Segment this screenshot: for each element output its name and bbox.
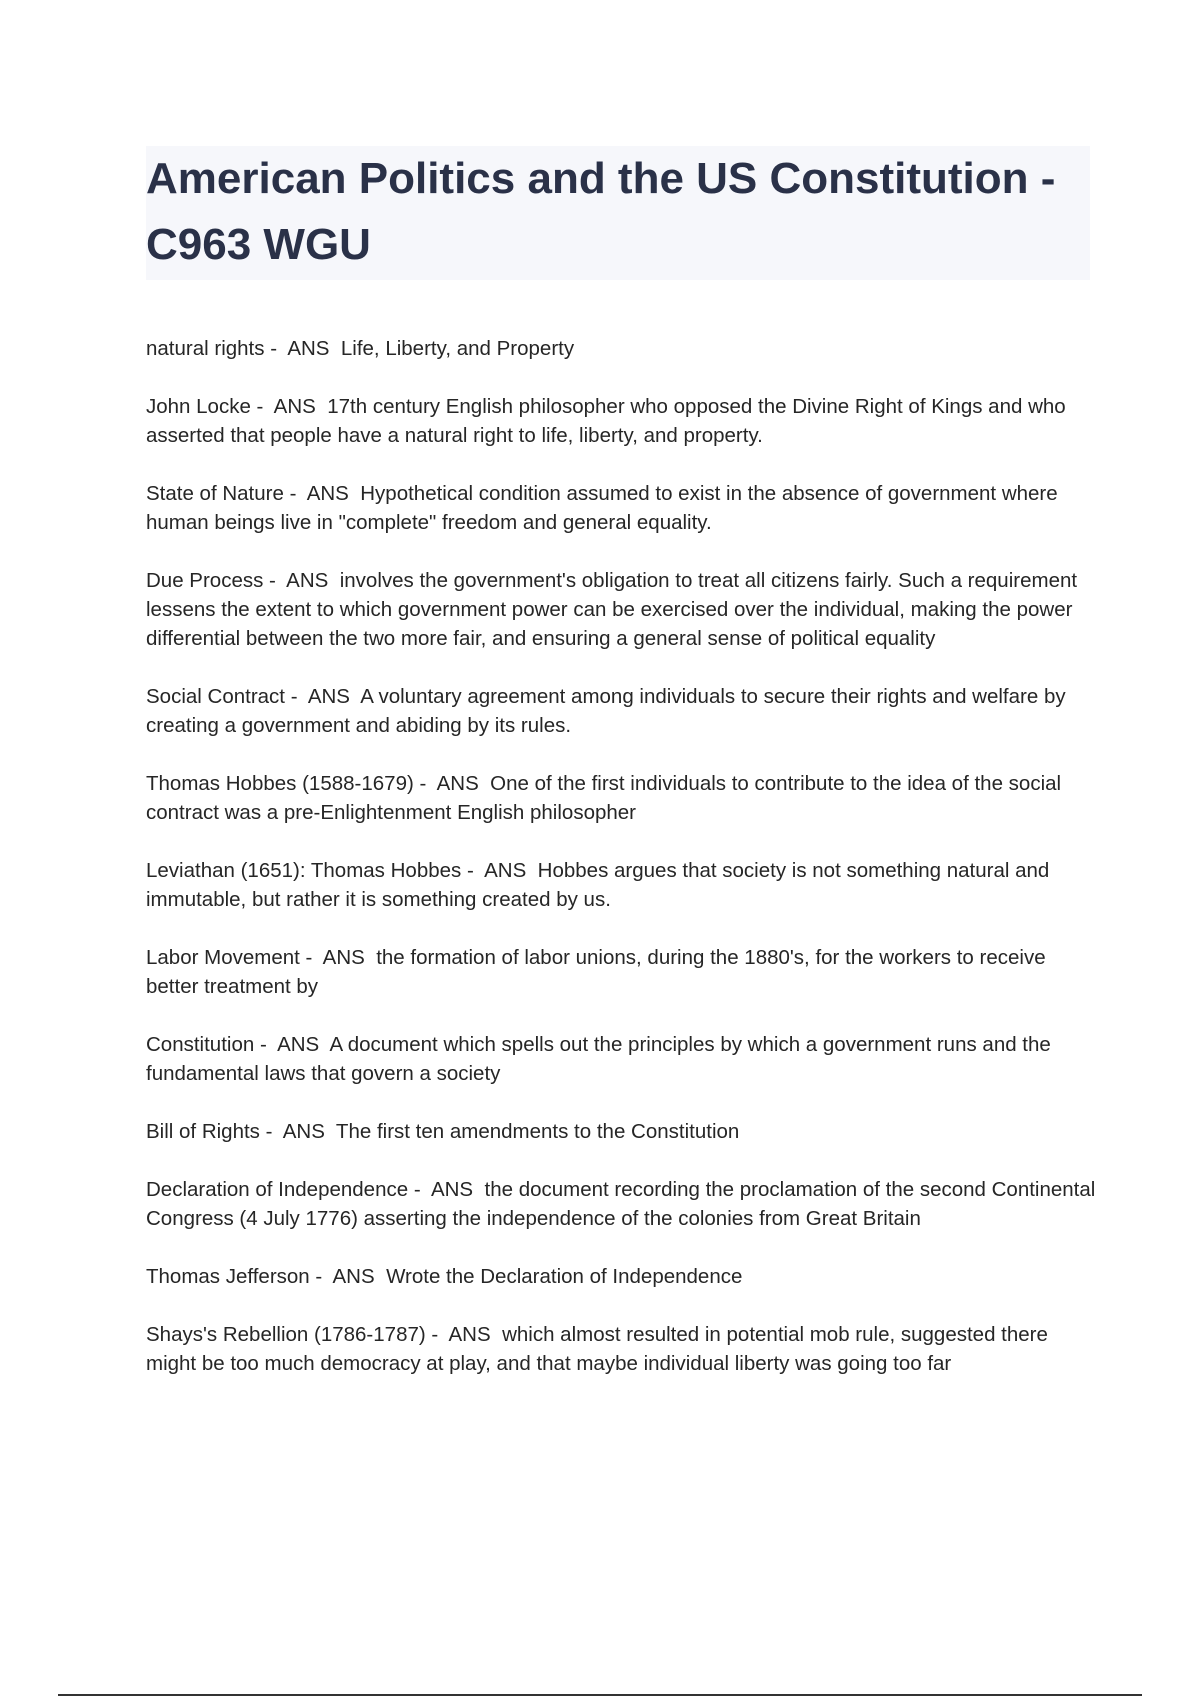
answer-spacer: [479, 772, 490, 795]
entry-separator: -: [250, 395, 274, 418]
entry-definition: Wrote the Declaration of Independence: [386, 1265, 743, 1288]
flashcard-entry: [146, 1262, 1096, 1291]
entry-definition: which almost resulted in potential mob rule, suggested there might be too much democracy at play, and that maybe individual liberty was going too far: [146, 1323, 1048, 1375]
answer-spacer: [328, 569, 339, 592]
entry-separator: -: [264, 337, 288, 360]
answer-marker: ANS: [277, 1033, 320, 1056]
entry-definition: Life, Liberty, and Property: [340, 337, 575, 360]
answer-marker: ANS: [436, 772, 479, 795]
answer-marker: ANS: [282, 1120, 325, 1143]
footer-divider: [58, 1694, 1142, 1696]
answer-marker: ANS: [287, 337, 330, 360]
entry-separator: -: [263, 569, 287, 592]
entry-term: John Locke: [146, 395, 251, 418]
flashcard-entry: [146, 392, 1096, 450]
answer-marker: ANS: [484, 859, 527, 882]
flashcard-entry: [146, 943, 1096, 1001]
answer-spacer: [325, 1120, 336, 1143]
entry-term: Bill of Rights: [146, 1120, 260, 1143]
answer-marker: ANS: [307, 685, 350, 708]
answer-spacer: [375, 1265, 386, 1288]
entry-term: Shays's Rebellion (1786-1787): [146, 1323, 426, 1346]
entry-term: Social Contract: [146, 685, 286, 708]
answer-spacer: [329, 337, 340, 360]
answer-spacer: [350, 685, 360, 708]
entry-separator: -: [299, 946, 323, 969]
entry-definition: involves the government's obligation to treat all citizens fairly. Such a requirement lessens the extent to which government power can be exercised over the individual, making the power differential between the two more fair, and ensuring a general sense of political equality: [146, 569, 1078, 650]
entry-definition: A document which spells out the principles by which a government runs and the fundamental laws that govern a society: [146, 1033, 1051, 1085]
entry-definition: Hypothetical condition assumed to exist in the absence of government where human beings live in "complete" freedom and general equality.: [146, 482, 1058, 534]
flashcard-entry: [146, 1320, 1096, 1378]
entry-definition: 17th century English philosopher who opposed the Divine Right of Kings and who asserted that people have a natural right to life, liberty, and property.: [146, 395, 1066, 447]
answer-marker: ANS: [306, 482, 349, 505]
answer-spacer: [526, 859, 537, 882]
answer-spacer: [365, 946, 376, 969]
entry-term: Thomas Hobbes (1588-1679): [146, 772, 414, 795]
entry-separator: -: [309, 1265, 333, 1288]
flashcard-entry: [146, 1030, 1096, 1088]
entry-separator: -: [461, 859, 485, 882]
answer-marker: ANS: [286, 569, 329, 592]
entry-term: Leviathan (1651): Thomas Hobbes: [146, 859, 462, 882]
answer-marker: ANS: [448, 1323, 491, 1346]
entry-definition: A voluntary agreement among individuals to secure their rights and welfare by creating a government and abiding by its rules.: [146, 685, 1066, 737]
entry-term: Constitution: [146, 1033, 255, 1056]
entry-term: Due Process: [146, 569, 264, 592]
entry-separator: -: [254, 1033, 278, 1056]
entry-term: Thomas Jefferson: [146, 1265, 310, 1288]
entry-definition: One of the first individuals to contribute to the idea of the social contract was a pre-Enlightenment English philosopher: [146, 772, 1062, 824]
flashcard-entry: [146, 566, 1096, 653]
answer-marker: ANS: [273, 395, 316, 418]
flashcard-entry: [146, 334, 1096, 363]
entry-separator: -: [259, 1120, 283, 1143]
entry-separator: -: [413, 772, 437, 795]
answer-spacer: [349, 482, 360, 505]
flashcard-entry: [146, 769, 1096, 827]
entry-separator: -: [285, 685, 308, 708]
flashcard-list: [146, 334, 1096, 1407]
answer-spacer: [473, 1178, 484, 1201]
entry-definition: The first ten amendments to the Constitution: [335, 1120, 740, 1143]
entry-definition: the document recording the proclamation of the second Continental Congress (4 July 1776) asserting the independence of the colonies from Great Britain: [146, 1178, 1096, 1230]
entry-separator: -: [283, 482, 307, 505]
flashcard-entry: [146, 1117, 1096, 1146]
answer-spacer: [319, 1033, 329, 1056]
entry-term: State of Nature: [146, 482, 284, 505]
entry-term: natural rights: [146, 337, 265, 360]
answer-marker: ANS: [322, 946, 365, 969]
answer-marker: ANS: [332, 1265, 375, 1288]
flashcard-entry: [146, 479, 1096, 537]
answer-spacer: [491, 1323, 502, 1346]
entry-term: Labor Movement: [146, 946, 300, 969]
entry-term: Declaration of Independence: [146, 1178, 409, 1201]
flashcard-entry: [146, 856, 1096, 914]
flashcard-entry: [146, 1175, 1096, 1233]
flashcard-entry: [146, 682, 1096, 740]
answer-marker: ANS: [430, 1178, 474, 1201]
entry-definition: Hobbes argues that society is not something natural and immutable, but rather it is something created by us.: [146, 859, 1050, 911]
entry-separator: -: [408, 1178, 431, 1201]
entry-definition: the formation of labor unions, during the 1880's, for the workers to receive better treatment by: [146, 946, 1046, 998]
title-block: [146, 146, 1090, 280]
document-title: American Politics and the US Constitution - C963 WGU: [146, 154, 1056, 269]
answer-spacer: [316, 395, 327, 418]
entry-separator: -: [425, 1323, 449, 1346]
